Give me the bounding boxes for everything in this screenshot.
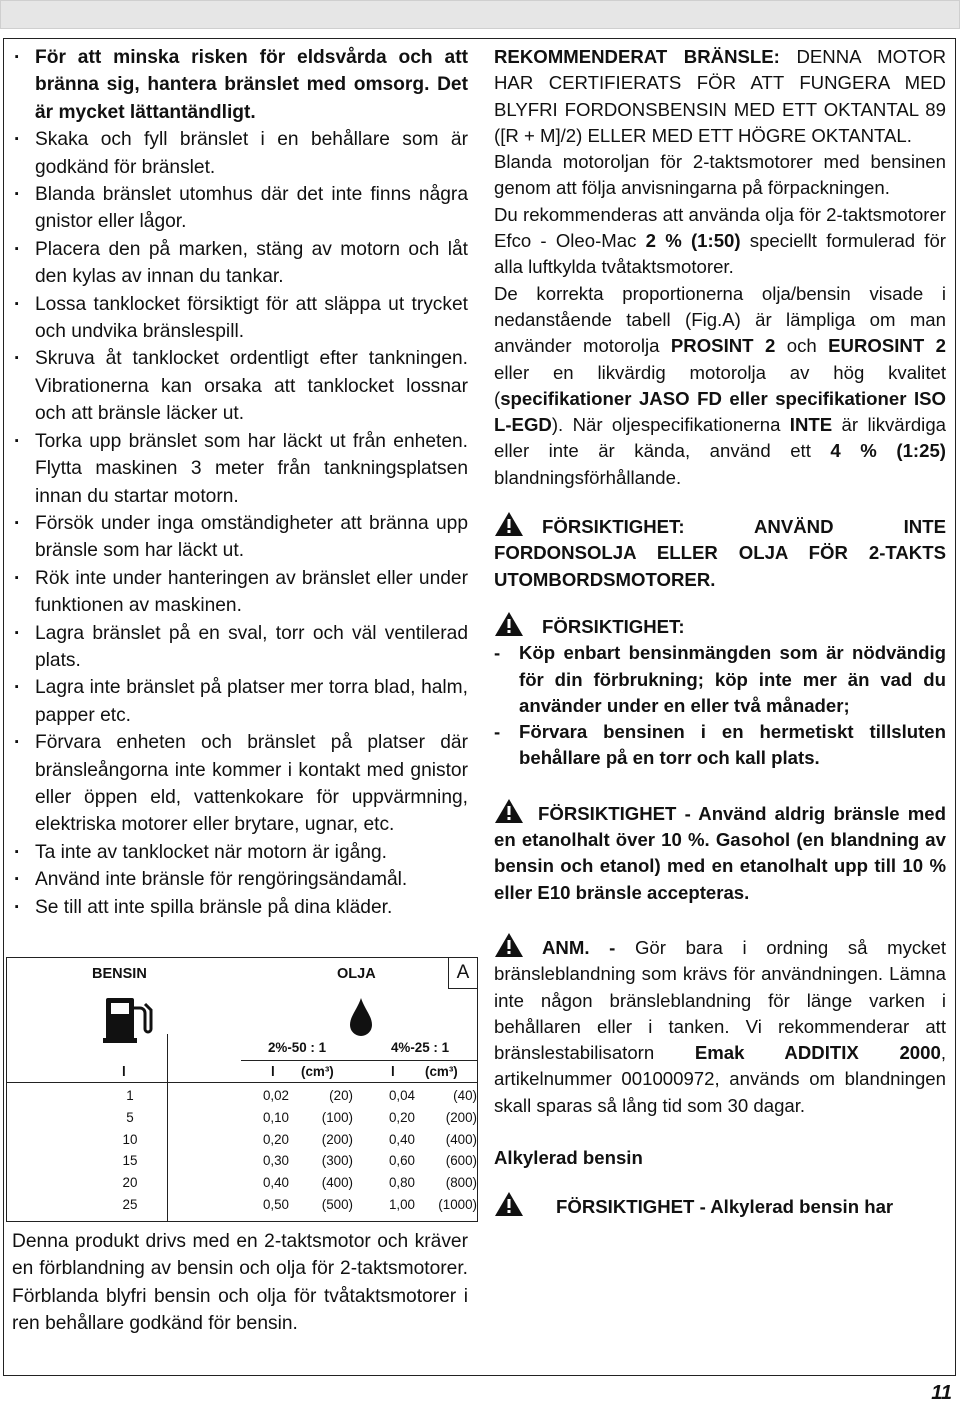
text-run: speciellt formulerad för alla luftkylda tvåtaktsmotorer. xyxy=(494,230,946,278)
list-item: · För att minska risken för eldsvårda och att bränna sig, hantera bränslet med omsorg. Det är mycket lättantändligt. xyxy=(12,44,468,126)
warning-ethanol xyxy=(494,798,946,906)
fuel-text: DENNA MOTOR HAR CERTIFIERATS FÖR ATT FUNGERA MED BLYFRI FORDONSBENSIN MED ETT OKTANTAL 89 ([R + M]/2) ELLER MED ETT HÖGRE OKTANTAL. xyxy=(494,46,946,146)
list-item: - Köp enbart bensinmängden som är nödvändig för din förbrukning; köp inte mer än vad du använder under en eller två månader; xyxy=(494,642,946,716)
note-label: ANM. - xyxy=(542,936,616,958)
figure-letter: A xyxy=(448,958,477,989)
list-item: · Se till att inte spilla bränsle på dina kläder. xyxy=(12,894,468,921)
table-cell: (400) xyxy=(321,1175,353,1191)
text-run: INTE xyxy=(789,414,833,436)
safety-list xyxy=(12,44,468,921)
table-cell: (20) xyxy=(329,1088,353,1103)
list-item: - Förvara bensinen i en hermetiskt tillsluten behållare på en torr och kall plats. xyxy=(494,721,946,769)
warning-alkylate xyxy=(494,1191,946,1220)
unit-l: l xyxy=(271,1064,275,1079)
divider xyxy=(241,1060,477,1061)
table-cell: 0,04 xyxy=(388,1088,415,1103)
list-item: · Försök under inga omständigheter att bränna upp bränsle som har läckt ut. xyxy=(12,510,468,565)
list-item: · Skaka och fyll bränslet i en behållare som är godkänd för bränslet. xyxy=(12,126,468,181)
text-run: Emak ADDITIX 2000 xyxy=(694,1042,941,1064)
mix-instructions: Blanda motoroljan för 2-taktsmotorer med bensinen genom att följa anvisningarna på förpackningen. xyxy=(494,151,946,199)
text-run: och xyxy=(775,335,829,357)
table-cell: (400) xyxy=(445,1131,477,1147)
alkylate-heading: Alkylerad bensin xyxy=(494,1146,643,1168)
table-cell: 20 xyxy=(122,1175,138,1191)
list-item: · Torka upp bränslet som har läckt ut från enheten. Flytta maskinen 3 meter från tankningsplatsen innan du startar motorn. xyxy=(12,428,468,510)
text-run: Du rekommenderas att använda olja för 2-taktsmotorer Efco - Oleo-Mac xyxy=(494,203,946,252)
text-run: Köp enbart bensinmängden som är nödvändig för din förbrukning; köp inte mer än vad du använder under en eller två månader; xyxy=(519,642,946,716)
text-run: blandningsförhållande. xyxy=(494,466,682,488)
two-stroke-paragraph: Denna produkt drivs med en 2-taktsmotor och kräver en förblandning av bensin och olja för 2-taktsmotorer. Förblanda blyfri bensin och olja för tvåtaktsmotorer i ren behållare godkänd för bensin. xyxy=(12,1231,468,1335)
table-cell: (1000) xyxy=(438,1197,477,1212)
page-number: 11 xyxy=(931,1382,952,1404)
table-cell: 15 xyxy=(122,1153,138,1169)
table-cell: 0,60 xyxy=(388,1153,415,1169)
warning-icon xyxy=(494,932,524,958)
fuel-recommendation xyxy=(494,44,946,149)
unit-cm3: (cm³) xyxy=(301,1064,334,1079)
unit-l: l xyxy=(391,1064,395,1079)
list-item: · Ta inte av tanklocket när motorn är igång. xyxy=(12,839,468,866)
text-run: eller en likvärdig motorolja av hög kvalitet ( xyxy=(494,361,946,409)
table-cell: (300) xyxy=(321,1153,353,1169)
mixing-table-figure xyxy=(6,957,478,1222)
table-cell: (40) xyxy=(453,1088,477,1103)
list-item: · Skruva åt tanklocket ordentligt efter tankningen. Vibrationerna kan orsaka att tanklocket lossnar och att bränsle läcker ut. xyxy=(12,345,468,427)
text-run: EUROSINT 2 xyxy=(828,335,946,357)
list-item: · Förvara enheten och bränslet på platser där bränsleångorna inte kommer i kontakt med gnistor eller öppen eld, vattenkokare för uppvärmning, elektriska motorer eller brytare, ugnar, etc. xyxy=(12,729,468,839)
warning-icon xyxy=(494,798,524,824)
list-item: · Blanda bränslet utomhus där det inte finns några gnistor eller lågor. xyxy=(12,181,468,236)
table-cell: 25 xyxy=(122,1197,138,1212)
table-cell: (600) xyxy=(445,1153,477,1169)
text-run: 2 % (1:50) xyxy=(645,230,741,252)
divider xyxy=(167,1034,168,1221)
warning-text: FÖRSIKTIGHET - Använd aldrig bränsle med en etanolhalt över 10 %. Gasohol (en blandning av bensin och etanol) med en etanolhalt upp till 10 % eller E10 bränsle accepteras. xyxy=(494,802,946,903)
table-cell: 0,50 xyxy=(262,1197,289,1212)
text-run: är likvärdiga eller inte är kända, använd ett xyxy=(494,414,946,462)
table-cell: (800) xyxy=(445,1175,477,1191)
table-cell: 0,20 xyxy=(388,1109,415,1125)
table-cell: 0,30 xyxy=(262,1153,289,1169)
right-column xyxy=(494,44,946,1221)
table-cell: 5 xyxy=(126,1109,134,1125)
text-run: , artikelnummer 001000972, används om blandningen skall sparas så lång tid som 30 dagar. xyxy=(494,1042,946,1116)
list-item: · Placera den på marken, stäng av motorn och låt den kylas av innan du tankar. xyxy=(12,236,468,291)
table-cell: 0,20 xyxy=(262,1131,289,1147)
list-item: · Lagra bränslet på en sval, torr och väl ventilerad plats. xyxy=(12,620,468,675)
list-item: · Använd inte bränsle för rengöringsändamål. xyxy=(12,866,468,893)
list-item: · Lagra inte bränslet på platser mer torra blad, halm, papper etc. xyxy=(12,674,468,729)
table-cell: 0,02 xyxy=(262,1088,289,1103)
text-run: De korrekta proportionerna olja/bensin visade i nedanstående tabell (Fig.A) är lämpliga om man använder motorolja xyxy=(494,282,946,357)
left-column xyxy=(12,44,468,921)
proportions-paragraph xyxy=(494,281,946,491)
table-cell: (500) xyxy=(321,1197,353,1212)
bensin-label: BENSIN xyxy=(92,966,147,982)
table-cell: 1 xyxy=(126,1088,134,1103)
list-item: · Rök inte under hanteringen av bränslet eller under funktionen av maskinen. xyxy=(12,565,468,620)
oil-recommendation xyxy=(494,202,946,281)
warning-icon xyxy=(494,611,524,637)
text-run: specifikationer JASO FD eller specifikationer ISO L-EGD xyxy=(494,387,946,436)
table-cell: 10 xyxy=(122,1131,138,1147)
fuel-pump-icon xyxy=(103,994,157,1044)
warning-icon xyxy=(494,511,524,537)
warning-title: FÖRSIKTIGHET: xyxy=(542,615,685,637)
text-run: Förvara bensinen i en hermetiskt tillsluten behållare på en torr och kall plats. xyxy=(519,721,946,769)
text-run: Gör bara i ordning så mycket bränsleblandning som krävs för användningen. Lämna inte någon bränsleblandning för länge varken i behållaren eller i tanken. Vi rekommenderar att bränslestabilisatorn xyxy=(494,936,947,1064)
olja-label: OLJA xyxy=(337,966,376,982)
text-run: PROSINT 2 xyxy=(670,335,776,357)
warning-text: FÖRSIKTIGHET: ANVÄND INTE FORDONSOLJA ELLER OLJA FÖR 2-TAKTS UTOMBORDSMOTORER. xyxy=(494,516,946,590)
table-cell: 0,80 xyxy=(388,1175,415,1191)
unit-l: l xyxy=(122,1064,126,1079)
warning-oil xyxy=(494,511,946,593)
table-cell: 0,10 xyxy=(262,1109,289,1125)
oil-drop-icon xyxy=(347,996,375,1038)
table-cell: (100) xyxy=(321,1109,353,1125)
divider xyxy=(7,1082,477,1083)
table-cell: (200) xyxy=(445,1109,477,1125)
warning-storage xyxy=(494,611,946,640)
table-cell: 0,40 xyxy=(262,1175,289,1191)
top-bar xyxy=(0,0,960,29)
text-run: 4 % (1:25) xyxy=(830,440,946,462)
warning-icon xyxy=(494,1191,524,1217)
fuel-heading: REKOMMENDERAT BRÄNSLE: xyxy=(494,46,780,67)
ratio-25-label: 4%-25 : 1 xyxy=(390,1040,450,1055)
text-run: ). När oljespecifikationerna xyxy=(551,414,790,436)
table-cell: (200) xyxy=(321,1131,353,1147)
list-item: · Lossa tanklocket försiktigt för att släppa ut trycket och undvika bränslespill. xyxy=(12,291,468,346)
note-paragraph xyxy=(494,932,946,1119)
ratio-50-label: 2%-50 : 1 xyxy=(267,1040,327,1055)
table-cell: 1,00 xyxy=(388,1197,415,1212)
unit-cm3: (cm³) xyxy=(425,1064,458,1079)
table-cell: 0,40 xyxy=(388,1131,415,1147)
warning-text: FÖRSIKTIGHET - Alkylerad bensin har xyxy=(556,1196,894,1218)
